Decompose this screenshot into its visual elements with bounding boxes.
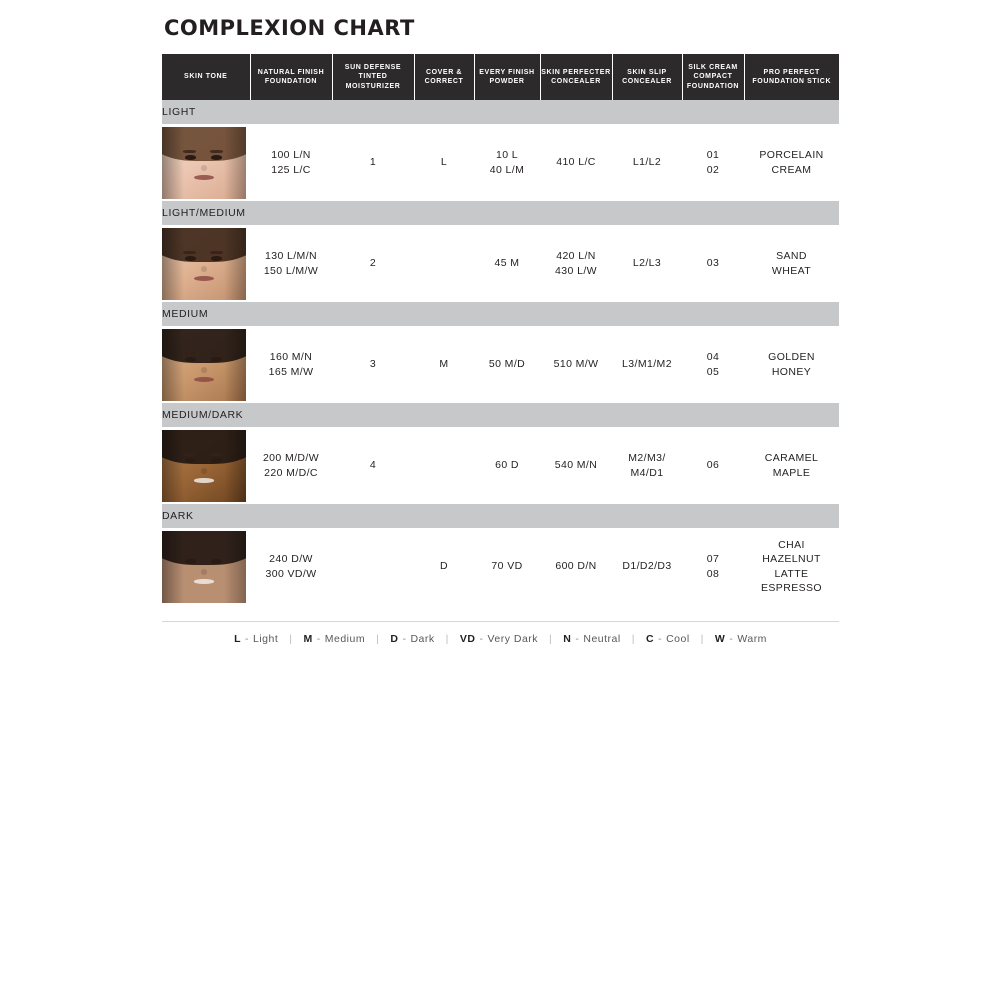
cell-line: 1	[369, 156, 377, 169]
cell-cover-and-correct	[414, 427, 474, 504]
column-header-cover-and-correct	[414, 54, 474, 100]
complexion-table	[162, 54, 839, 605]
cell-natural-finish-foundation	[250, 124, 332, 201]
cell-natural-finish-foundation	[250, 225, 332, 302]
model-photo-medium	[162, 329, 246, 401]
skin-tone-photo-cell	[162, 326, 250, 403]
cell-line: 3	[369, 358, 377, 371]
cell-cover-and-correct	[414, 326, 474, 403]
cell-every-finish-powder	[474, 528, 540, 605]
cell-line: 70 VD	[491, 560, 523, 573]
cell-silk-cream-compact-foundation	[682, 225, 744, 302]
cell-line: 60 D	[495, 459, 519, 472]
cell-line: D	[440, 560, 448, 573]
legend	[162, 621, 839, 645]
column-header-skin-perfecter-concealer	[540, 54, 612, 100]
cell-every-finish-powder	[474, 225, 540, 302]
cell-pro-perfect-foundation-stick	[744, 326, 839, 403]
cell-line: 07	[706, 553, 720, 566]
skin-tone-photo-cell	[162, 427, 250, 504]
cell-line: 200 M/D/W	[262, 452, 320, 465]
table-row	[162, 427, 839, 504]
cell-line: L3/M1/M2	[622, 358, 672, 371]
legend-separator: |	[376, 633, 380, 645]
cell-skin-perfecter-concealer	[540, 326, 612, 403]
cell-skin-slip-concealer	[612, 124, 682, 201]
header-line: FOUNDATION	[686, 82, 740, 90]
legend-label: Dark	[410, 633, 435, 645]
cell-cover-and-correct	[414, 528, 474, 605]
cell-line: WHEAT	[771, 264, 812, 277]
band-label-medium: MEDIUM	[162, 302, 839, 326]
legend-code: C	[645, 633, 655, 645]
cell-line: 150 L/M/W	[263, 264, 319, 277]
model-photo-dark	[162, 531, 246, 603]
cell-line: M4/D1	[630, 466, 664, 479]
legend-code: D	[390, 633, 399, 645]
cell-sun-defense-tinted-moisturizer	[332, 326, 414, 403]
header-line: TINTED MOISTURIZER	[345, 73, 401, 90]
cell-line: MAPLE	[772, 466, 811, 479]
cell-line: 03	[706, 257, 720, 270]
cell-line: 50 M/D	[488, 358, 526, 371]
cell-skin-slip-concealer	[612, 528, 682, 605]
cell-pro-perfect-foundation-stick	[744, 124, 839, 201]
cell-line: CHAI	[778, 539, 805, 552]
legend-item-l: L - Light	[234, 633, 279, 645]
legend-item-d: D - Dark	[390, 633, 435, 645]
column-header-sun-defense-tinted-moisturizer	[332, 54, 414, 100]
header-line: NATURAL FINISH	[257, 68, 325, 76]
band-label-light: LIGHT	[162, 100, 839, 124]
cell-line: PORCELAIN	[759, 149, 824, 162]
header-line: SKIN SLIP	[627, 68, 667, 76]
legend-separator: |	[445, 633, 449, 645]
model-photo-light	[162, 127, 246, 199]
legend-code: N	[563, 633, 572, 645]
cell-line: L	[440, 156, 448, 169]
cell-line: 600 D/N	[555, 560, 597, 573]
cell-line: 130 L/M/N	[264, 250, 318, 263]
page-title: COMPLEXION CHART	[164, 16, 415, 40]
cell-line: 08	[706, 567, 720, 580]
cell-line: SAND	[776, 250, 807, 263]
cell-line: 300 VD/W	[265, 567, 317, 580]
column-header-skin-tone	[162, 54, 250, 100]
legend-label: Cool	[666, 633, 690, 645]
cell-natural-finish-foundation	[250, 427, 332, 504]
cell-line: 410 L/C	[556, 156, 596, 169]
cell-skin-perfecter-concealer	[540, 225, 612, 302]
cell-line: 220 M/D/C	[264, 466, 318, 479]
cell-line: 430 L/W	[555, 264, 597, 277]
legend-item-m: M - Medium	[303, 633, 366, 645]
legend-separator: |	[700, 633, 704, 645]
band-row	[162, 403, 839, 427]
column-header-every-finish-powder	[474, 54, 540, 100]
header-line: EVERY FINISH	[479, 68, 535, 76]
cell-line: 510 M/W	[553, 358, 599, 371]
cell-pro-perfect-foundation-stick	[744, 225, 839, 302]
header-line: FOUNDATION STICK	[752, 78, 832, 85]
cell-line: 420 L/N	[556, 250, 596, 263]
header-line: SKIN PERFECTER	[541, 68, 611, 76]
cell-sun-defense-tinted-moisturizer	[332, 225, 414, 302]
cell-line: D1/D2/D3	[622, 560, 672, 573]
cell-line: 06	[706, 459, 720, 472]
column-header-pro-perfect-foundation-stick	[744, 54, 839, 100]
cell-line: 04	[706, 351, 720, 364]
cell-skin-perfecter-concealer	[540, 124, 612, 201]
model-photo-light-medium	[162, 228, 246, 300]
cell-line: M	[439, 358, 449, 371]
table-row	[162, 124, 839, 201]
legend-label: Very Dark	[487, 633, 539, 645]
cell-line: CREAM	[771, 163, 812, 176]
legend-label: Light	[252, 633, 279, 645]
legend-separator: |	[549, 633, 553, 645]
cell-line: 100 L/N	[271, 149, 311, 162]
legend-separator: |	[289, 633, 293, 645]
legend-code: L	[234, 633, 241, 645]
legend-item-w: W - Warm	[714, 633, 767, 645]
legend-code: M	[303, 633, 313, 645]
cell-line: ESPRESSO	[761, 581, 822, 594]
header-line: SUN DEFENSE	[344, 63, 402, 71]
cell-natural-finish-foundation	[250, 528, 332, 605]
skin-tone-photo-cell	[162, 528, 250, 605]
legend-item-n: N - Neutral	[563, 633, 621, 645]
cell-line: 540 M/N	[554, 459, 598, 472]
cell-natural-finish-foundation	[250, 326, 332, 403]
band-label-medium-dark: MEDIUM/DARK	[162, 403, 839, 427]
header-line: SKIN TONE	[184, 73, 228, 81]
legend-label: Warm	[737, 633, 767, 645]
cell-line: HAZELNUT	[762, 553, 821, 566]
cell-silk-cream-compact-foundation	[682, 427, 744, 504]
band-row	[162, 302, 839, 326]
header-line: FOUNDATION	[264, 78, 318, 85]
header-row	[162, 54, 839, 100]
cell-pro-perfect-foundation-stick	[744, 528, 839, 605]
cell-line: M2/M3/	[628, 452, 666, 465]
header-line: SILK CREAM	[688, 63, 738, 71]
cell-silk-cream-compact-foundation	[682, 124, 744, 201]
cell-line: 40 L/M	[489, 163, 525, 176]
cell-pro-perfect-foundation-stick	[744, 427, 839, 504]
cell-line: GOLDEN	[768, 351, 815, 364]
band-row	[162, 504, 839, 528]
cell-sun-defense-tinted-moisturizer	[332, 528, 414, 605]
legend-label: Neutral	[583, 633, 621, 645]
cell-skin-slip-concealer	[612, 427, 682, 504]
table-row	[162, 528, 839, 605]
legend-item-c: C - Cool	[645, 633, 690, 645]
cell-silk-cream-compact-foundation	[682, 528, 744, 605]
band-label-light-medium: LIGHT/MEDIUM	[162, 201, 839, 225]
cell-line: L2/L3	[632, 257, 662, 270]
table-body	[162, 100, 839, 605]
cell-line: 4	[369, 459, 377, 472]
cell-line: 125 L/C	[271, 163, 311, 176]
header-line: CONCEALER	[622, 78, 672, 85]
table-header	[162, 54, 839, 100]
skin-tone-photo-cell	[162, 124, 250, 201]
legend-item-vd: VD - Very Dark	[459, 633, 539, 645]
header-line: POWDER	[489, 78, 525, 85]
cell-line: 45 M	[494, 257, 520, 270]
cell-line: 240 D/W	[269, 553, 313, 566]
cell-sun-defense-tinted-moisturizer	[332, 124, 414, 201]
table-row	[162, 225, 839, 302]
cell-skin-slip-concealer	[612, 326, 682, 403]
cell-cover-and-correct	[414, 124, 474, 201]
legend-code: VD	[459, 633, 476, 645]
column-header-skin-slip-concealer	[612, 54, 682, 100]
cell-line: 05	[706, 365, 720, 378]
cell-line: 02	[706, 163, 720, 176]
band-row	[162, 100, 839, 124]
cell-skin-perfecter-concealer	[540, 427, 612, 504]
cell-line: HONEY	[771, 365, 812, 378]
legend-label: Medium	[324, 633, 366, 645]
cell-line: 165 M/W	[268, 365, 314, 378]
cell-line: CARAMEL	[764, 452, 819, 465]
band-row	[162, 201, 839, 225]
cell-every-finish-powder	[474, 124, 540, 201]
column-header-silk-cream-compact-foundation	[682, 54, 744, 100]
cell-cover-and-correct	[414, 225, 474, 302]
cell-line: 160 M/N	[269, 351, 313, 364]
cell-every-finish-powder	[474, 427, 540, 504]
cell-line: L1/L2	[632, 156, 662, 169]
header-line: CORRECT	[424, 78, 464, 85]
cell-skin-slip-concealer	[612, 225, 682, 302]
model-photo-medium-dark	[162, 430, 246, 502]
cell-silk-cream-compact-foundation	[682, 326, 744, 403]
band-label-dark: DARK	[162, 504, 839, 528]
header-line: PRO PERFECT	[763, 68, 820, 76]
header-line: COVER &	[425, 68, 463, 76]
table-row	[162, 326, 839, 403]
complexion-chart	[162, 16, 839, 645]
cell-line: 2	[369, 257, 377, 270]
cell-every-finish-powder	[474, 326, 540, 403]
legend-separator: |	[631, 633, 635, 645]
cell-sun-defense-tinted-moisturizer	[332, 427, 414, 504]
legend-code: W	[714, 633, 726, 645]
cell-line: 10 L	[495, 149, 519, 162]
skin-tone-photo-cell	[162, 225, 250, 302]
cell-line: LATTE	[774, 567, 809, 580]
column-header-natural-finish-foundation	[250, 54, 332, 100]
cell-skin-perfecter-concealer	[540, 528, 612, 605]
cell-line: 01	[706, 149, 720, 162]
header-line: CONCEALER	[551, 78, 601, 85]
header-line: COMPACT	[693, 73, 733, 81]
